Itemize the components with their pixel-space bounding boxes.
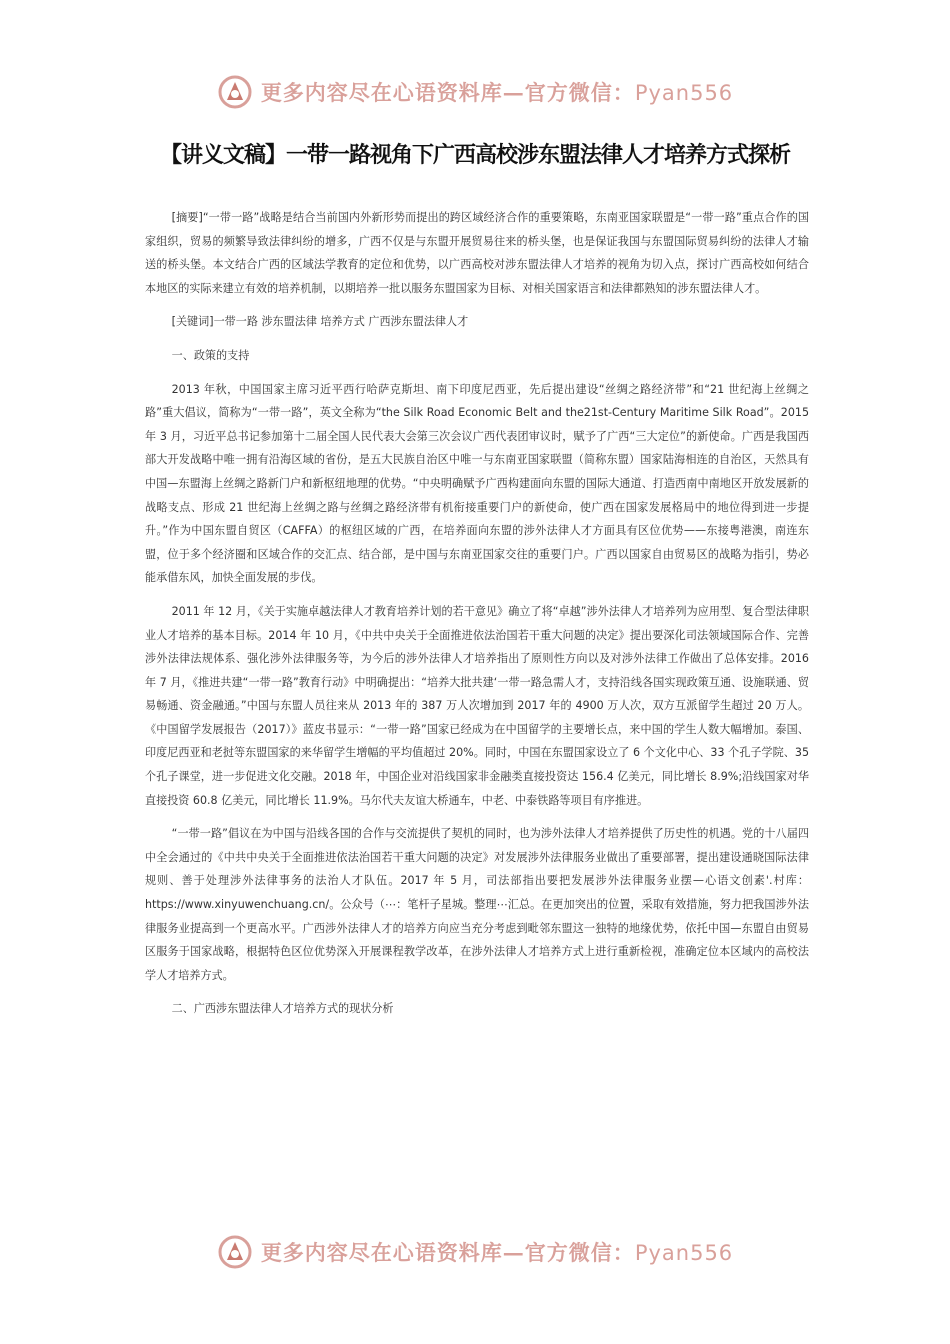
banner-wechat-id: Pyan556 — [634, 81, 734, 105]
section-heading-2: 二、广西涉东盟法律人才培养方式的现状分析 — [171, 1002, 394, 1016]
footer-banner — [0, 1232, 950, 1272]
banner-text: 更多内容尽在心语资料库—官方微信：Pyan556 — [260, 80, 734, 105]
keywords-paragraph: [关键词]一带一路 涉东盟法律 培养方式 广西涉东盟法律人才 — [171, 315, 469, 329]
brand-logo-icon — [217, 1234, 253, 1270]
body-paragraph: 2011 年 12 月，《关于实施卓越法律人才教育培养计划的若干意见》确立了将“卓越”涉外法律人才培养列为应用型、复合型法律职业人才培养的基本目标。2014 年 10 月，《中共中央关于全面推进依法治国若干重大问题的决定》提出要深化司法领域国际合作、完善涉外法律法规体系、强化涉外法律服务等，为今后的涉外法律人才培养指出了原则性方向以及对涉外法律工作做出了总体安排。2016 年 7 月，《推进共建“一带一路”教育行动》中明确提出：“培养大批共建‘一带一路急需人才，支持沿线各国实现政策互通、设施联通、贸易畅通、资金融通。”中国与东盟人员往来从 2013 年的 387 万人次增加到 2017 年的 4900 万人次，双方互派留学生超过 20 万人。《中国留学发展报告（2017）》蓝皮书显示：“一带一路”国家已经成为在中国留学的主要增长点，来中国的学生人数大幅增加。泰国、印度尼西亚和老挝等东盟国家的来华留学生增幅的平均值超过 20%。同时，中国在东盟国家设立了 6 个文化中心、33 个孔子学院、35 个孔子课堂，进一步促进文化交融。2018 年，中国企业对沿线国家非金融类直接投资达 156.4 亿美元，同比增长 8.9%;沿线国家对华直接投资 60.8 亿美元，同比增长 11.9%。马尔代夫友谊大桥通车，中老、中泰铁路等项目有序推进。 — [145, 604, 809, 807]
banner-wechat-id: Pyan556 — [634, 1241, 734, 1265]
document-title: 【讲义文稿】一带一路视角下广西高校涉东盟法律人才培养方式探析 — [159, 143, 790, 168]
header-banner — [0, 72, 950, 112]
banner-text: 更多内容尽在心语资料库—官方微信：Pyan556 — [260, 1240, 734, 1265]
body-paragraph: “一带一路”倡议在为中国与沿线各国的合作与交流提供了契机的同时，也为涉外法律人才培养提供了历史性的机遇。党的十八届四中全会通过的《中共中央关于全面推进依法治国若干重大问题的决定》对发展涉外法律服务业做出了重要部署，提出建设通晓国际法律规则、善于处理涉外法律事务的法治人才队伍。2017 年 5 月，司法部指出要把发展涉外法律服务业摆—心语文创素'.村库：https://www.xinyuwenchuang.cn/。公众号（⋯：笔杆子星城。整理⋯汇总。在更加突出的位置，采取有效措施，努力把我国涉外法律服务业提高到一个更高水平。广西涉外法律人才的培养方向应当充分考虑到毗邻东盟这一独特的地缘优势，依托中国—东盟自由贸易区服务于国家战略，根据特色区位优势深入开展课程教学改革，在涉外法律人才培养方式上进行重新检视，准确定位本区域内的高校法学人才培养方式。 — [145, 827, 809, 982]
body-paragraph: 2013 年秋，中国国家主席习近平西行哈萨克斯坦、南下印度尼西亚，先后提出建设“丝绸之路经济带”和“21 世纪海上丝绸之路”重大倡议，简称为“一带一路”，英文全称为“the Silk Road Economic Belt and the21st-Century Maritime Silk Road”。2015 年 3 月，习近平总书记参加第十二届全国人民代表大会第三次会议广西代表团审议时，赋予了广西“三大定位”的新使命。广西是我国西部大开发战略中唯一拥有沿海区域的省份，是五大民族自治区中唯一与东南亚国家联盟（简称东盟）国家陆海相连的自治区，天然具有中国—东盟海上丝绸之路新门户和新枢纽地理的优势。“中央明确赋予广西构建面向东盟的国际大通道、打造西南中南地区开放发展新的战略支点、形成 21 世纪海上丝绸之路与丝绸之路经济带有机衔接重要门户的新使命，使广西在国家发展格局中的地位得到进一步提升。”作为中国东盟自贸区（CAFFA）的枢纽区域的广西，在培养面向东盟的涉外法律人才方面具有区位优势——东接粤港澳，南连东盟，位于多个经济圈和区域合作的交汇点、结合部，是中国与东南亚国家交往的重要门户。广西以国家自由贸易区的战略为指引，势必能承借东风，加快全面发展的步伐。 — [145, 382, 809, 585]
document-body — [145, 206, 809, 1031]
brand-logo-icon — [217, 74, 253, 110]
abstract-paragraph: [摘要]“一带一路”战略是结合当前国内外新形势而提出的跨区域经济合作的重要策略，东南亚国家联盟是“一带一路”重点合作的国家组织，贸易的频繁导致法律纠纷的增多，广西不仅是与东盟开展贸易往来的桥头堡，也是保证我国与东盟国际贸易纠纷的法律人才输送的桥头堡。本文结合广西的区域法学教育的定位和优势，以广西高校对涉东盟法律人才培养的视角为切入点，探讨广西高校如何结合本地区的实际来建立有效的培养机制，以期培养一批以服务东盟国家为目标、对相关国家语言和法律都熟知的涉东盟法律人才。 — [145, 211, 809, 295]
section-heading-1: 一、政策的支持 — [171, 348, 250, 362]
